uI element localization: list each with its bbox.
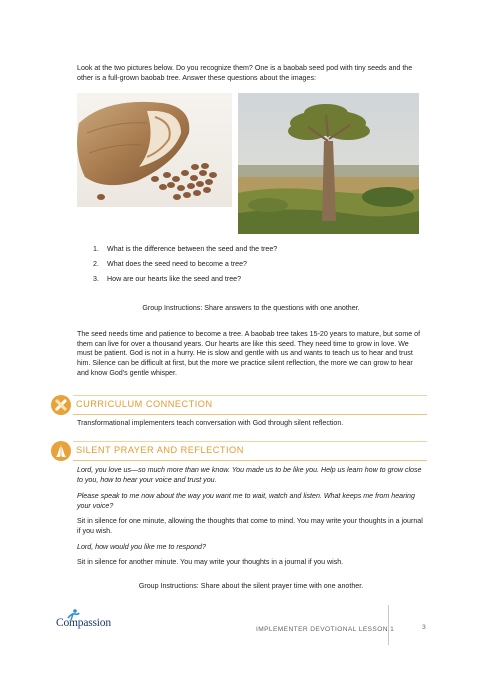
group-instructions-answers: Group Instructions: Share answers to the questions with one another. [142, 304, 360, 312]
compassion-logo [56, 610, 126, 632]
prayer-line-3: Lord, how would you like me to respond? [77, 543, 206, 551]
prayer-line-1: Lord, you love us—so much more than we know. You made us to be like you. Help us learn how to grow close to you, how to hear your voice and trust you. [77, 466, 422, 484]
group-instructions-prayer: Group Instructions: Share about the silent prayer time with one another. [138, 582, 364, 590]
list-number: 1. [93, 245, 99, 253]
header-top-rule [73, 395, 427, 396]
header-top-rule [73, 441, 427, 442]
pencil-ruler-icon [51, 395, 71, 415]
seed-paragraph: The seed needs time and patience to become a tree. A baobab tree takes 15-20 years to mature, but some of them can live for over a thousand years. Our hearts are like this seed. They need time to grow in love. We must be patient. God is not in a hurry. He is slow and gentle with us and wants to teach us to hear and trust him. Silence can be difficult at first, but the more we practice silent reflection, the more we can grow to hear and know God's gentle whisper. [77, 330, 421, 377]
praying-hands-icon [51, 441, 71, 461]
curriculum-connection-text: Transformational implementers teach conversation with God through silent reflection. [77, 419, 344, 427]
list-number: 2. [93, 260, 99, 268]
header-rule [73, 414, 427, 416]
footer-label: IMPLEMENTER DEVOTIONAL LESSON 1 [256, 626, 395, 633]
list-item [93, 245, 423, 260]
baobab-tree-image [238, 93, 419, 234]
intro-paragraph: Look at the two pictures below. Do you recognize them? One is a baobab seed pod with tiny seeds and the other is a full-grown baobab tree. Answer these questions about the images: [77, 64, 413, 82]
list-number: 3. [93, 275, 99, 283]
list-item [93, 275, 423, 290]
list-item [93, 260, 423, 275]
silent-prayer-header [51, 441, 427, 461]
question-text: What does the seed need to become a tree? [107, 260, 247, 268]
footer-divider [388, 605, 389, 645]
section-title: CURRICULUM CONNECTION [76, 399, 213, 409]
question-text: How are our hearts like the seed and tree? [107, 275, 242, 283]
question-list [93, 245, 423, 290]
prayer-instruction-2: Sit in silence for another minute. You may write your thoughts in a journal if you wish. [77, 558, 344, 566]
question-text: What is the difference between the seed and the tree? [107, 245, 278, 253]
page-number: 3 [422, 624, 426, 631]
logo-wordmark: Compassion [56, 617, 111, 629]
curriculum-connection-header [51, 395, 427, 415]
baobab-seed-pod-image [77, 93, 232, 207]
header-rule [73, 460, 427, 462]
prayer-line-2: Please speak to me now about the way you want me to wait, watch and listen. What keeps me from hearing your voice? [77, 492, 415, 510]
prayer-instruction-1: Sit in silence for one minute, allowing the thoughts that come to mind. You may write your thoughts in a journal if you wish. [77, 517, 423, 535]
section-title: SILENT PRAYER AND REFLECTION [76, 445, 244, 455]
